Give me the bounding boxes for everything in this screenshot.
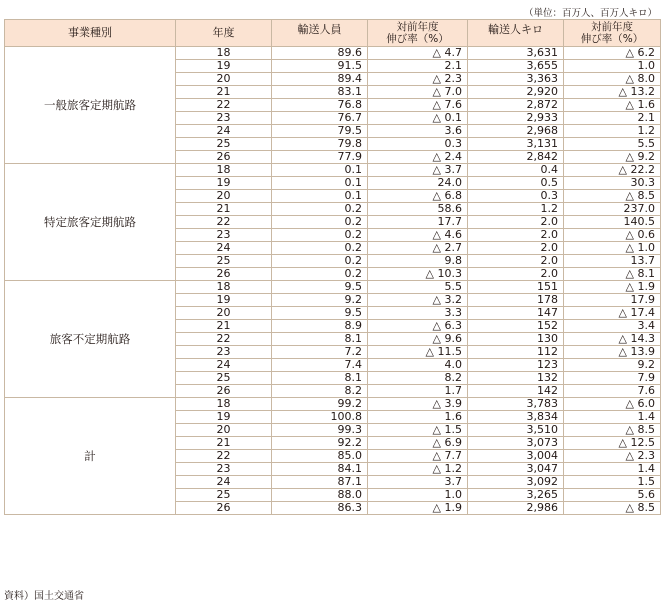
passengers-growth-cell: 3.3 xyxy=(368,307,468,320)
growth-label-line1: 対前年度 xyxy=(591,21,633,33)
year-cell: 23 xyxy=(176,112,272,125)
passengers-growth-cell: △ 6.9 xyxy=(368,437,468,450)
passengers-growth-cell: 8.2 xyxy=(368,372,468,385)
unit-note: （単位：百万人、百万人キロ） xyxy=(523,8,657,19)
header-year: 年度 xyxy=(176,20,272,47)
km-growth-cell: △ 1.9 xyxy=(564,281,661,294)
passengers-cell: 79.5 xyxy=(272,125,368,138)
passengers-cell: 0.2 xyxy=(272,242,368,255)
passengers-growth-cell: 58.6 xyxy=(368,203,468,216)
km-growth-cell: 30.3 xyxy=(564,177,661,190)
km-growth-cell: △ 0.6 xyxy=(564,229,661,242)
km-growth-cell: △ 6.0 xyxy=(564,398,661,411)
growth-label-line1: 対前年度 xyxy=(396,21,439,33)
passenger-km-cell: 3,834 xyxy=(468,411,564,424)
passengers-cell: 84.1 xyxy=(272,463,368,476)
category-cell: 一般旅客定期航路 xyxy=(5,47,176,164)
passengers-growth-cell: △ 10.3 xyxy=(368,268,468,281)
km-growth-cell: 2.1 xyxy=(564,112,661,125)
year-cell: 22 xyxy=(176,216,272,229)
km-growth-cell: △ 22.2 xyxy=(564,164,661,177)
km-growth-cell: 1.2 xyxy=(564,125,661,138)
growth-label-line2: 伸び率（%） xyxy=(386,33,449,45)
passengers-cell: 88.0 xyxy=(272,489,368,502)
passenger-km-cell: 2,968 xyxy=(468,125,564,138)
year-cell: 25 xyxy=(176,372,272,385)
passengers-growth-cell: △ 3.7 xyxy=(368,164,468,177)
passenger-km-cell: 123 xyxy=(468,359,564,372)
passenger-km-cell: 151 xyxy=(468,281,564,294)
passengers-growth-cell: △ 6.3 xyxy=(368,320,468,333)
passenger-km-cell: 3,092 xyxy=(468,476,564,489)
passengers-cell: 89.4 xyxy=(272,73,368,86)
passengers-growth-cell: △ 4.6 xyxy=(368,229,468,242)
passenger-km-cell: 2,933 xyxy=(468,112,564,125)
passengers-growth-cell: △ 7.7 xyxy=(368,450,468,463)
passengers-cell: 7.4 xyxy=(272,359,368,372)
year-cell: 23 xyxy=(176,346,272,359)
km-growth-cell: △ 17.4 xyxy=(564,307,661,320)
year-cell: 23 xyxy=(176,463,272,476)
passenger-km-cell: 3,631 xyxy=(468,47,564,60)
year-cell: 20 xyxy=(176,307,272,320)
km-growth-cell: 1.0 xyxy=(564,60,661,73)
passengers-cell: 9.5 xyxy=(272,281,368,294)
km-growth-cell: 1.4 xyxy=(564,411,661,424)
passenger-km-cell: 3,265 xyxy=(468,489,564,502)
km-growth-cell: 5.5 xyxy=(564,138,661,151)
header-passengers-growth xyxy=(368,20,468,47)
table-row xyxy=(5,398,661,411)
passenger-km-cell: 130 xyxy=(468,333,564,346)
passengers-growth-cell: △ 11.5 xyxy=(368,346,468,359)
passengers-cell: 0.2 xyxy=(272,203,368,216)
category-cell: 計 xyxy=(5,398,176,515)
passengers-growth-cell: 9.8 xyxy=(368,255,468,268)
year-cell: 22 xyxy=(176,450,272,463)
passengers-growth-cell: 17.7 xyxy=(368,216,468,229)
passengers-cell: 99.2 xyxy=(272,398,368,411)
passengers-cell: 0.2 xyxy=(272,229,368,242)
passenger-km-cell: 3,510 xyxy=(468,424,564,437)
passenger-km-cell: 1.2 xyxy=(468,203,564,216)
passenger-km-cell: 142 xyxy=(468,385,564,398)
passengers-growth-cell: △ 9.6 xyxy=(368,333,468,346)
passengers-growth-cell: 3.6 xyxy=(368,125,468,138)
passengers-cell: 77.9 xyxy=(272,151,368,164)
year-cell: 24 xyxy=(176,242,272,255)
km-growth-cell: △ 1.6 xyxy=(564,99,661,112)
passengers-growth-cell: △ 4.7 xyxy=(368,47,468,60)
km-growth-cell: △ 1.0 xyxy=(564,242,661,255)
year-cell: 24 xyxy=(176,359,272,372)
passenger-km-cell: 2.0 xyxy=(468,242,564,255)
passengers-cell: 86.3 xyxy=(272,502,368,515)
passenger-km-cell: 0.4 xyxy=(468,164,564,177)
km-growth-cell: 7.9 xyxy=(564,372,661,385)
passengers-growth-cell: △ 3.9 xyxy=(368,398,468,411)
year-cell: 25 xyxy=(176,255,272,268)
table-body xyxy=(5,47,661,515)
km-growth-cell: 5.6 xyxy=(564,489,661,502)
passengers-cell: 0.1 xyxy=(272,190,368,203)
passengers-growth-cell: 1.0 xyxy=(368,489,468,502)
passenger-km-cell: 2,842 xyxy=(468,151,564,164)
km-growth-cell: 140.5 xyxy=(564,216,661,229)
passengers-cell: 76.8 xyxy=(272,99,368,112)
year-cell: 23 xyxy=(176,229,272,242)
source-note: 資料）国土交通省 xyxy=(4,591,84,602)
passengers-growth-cell: 0.3 xyxy=(368,138,468,151)
km-growth-cell: 3.4 xyxy=(564,320,661,333)
passengers-growth-cell: 1.7 xyxy=(368,385,468,398)
km-growth-cell: 237.0 xyxy=(564,203,661,216)
passengers-growth-cell: 3.7 xyxy=(368,476,468,489)
passengers-cell: 0.2 xyxy=(272,268,368,281)
passengers-cell: 0.1 xyxy=(272,164,368,177)
passengers-cell: 0.2 xyxy=(272,216,368,229)
year-cell: 18 xyxy=(176,164,272,177)
passengers-cell: 0.2 xyxy=(272,255,368,268)
ferry-transport-table xyxy=(4,19,661,515)
passengers-cell: 89.6 xyxy=(272,47,368,60)
passengers-cell: 91.5 xyxy=(272,60,368,73)
passengers-cell: 9.2 xyxy=(272,294,368,307)
passengers-growth-cell: 2.1 xyxy=(368,60,468,73)
header-km-growth xyxy=(564,20,661,47)
year-cell: 21 xyxy=(176,437,272,450)
year-cell: 26 xyxy=(176,385,272,398)
passengers-growth-cell: △ 7.6 xyxy=(368,99,468,112)
km-growth-cell: 9.2 xyxy=(564,359,661,372)
passengers-growth-cell: △ 1.9 xyxy=(368,502,468,515)
passengers-growth-cell: △ 2.3 xyxy=(368,73,468,86)
passenger-km-cell: 3,783 xyxy=(468,398,564,411)
km-growth-cell: △ 8.5 xyxy=(564,424,661,437)
year-cell: 19 xyxy=(176,294,272,307)
year-cell: 26 xyxy=(176,151,272,164)
header-passengers: 輸送人員 xyxy=(272,20,368,47)
km-growth-cell: △ 12.5 xyxy=(564,437,661,450)
passenger-km-cell: 3,363 xyxy=(468,73,564,86)
passenger-km-cell: 3,004 xyxy=(468,450,564,463)
passengers-cell: 8.2 xyxy=(272,385,368,398)
year-cell: 25 xyxy=(176,138,272,151)
passengers-growth-cell: 5.5 xyxy=(368,281,468,294)
year-cell: 26 xyxy=(176,268,272,281)
passengers-growth-cell: 4.0 xyxy=(368,359,468,372)
km-growth-cell: △ 13.2 xyxy=(564,86,661,99)
passengers-growth-cell: 1.6 xyxy=(368,411,468,424)
year-cell: 20 xyxy=(176,424,272,437)
km-growth-cell: △ 8.5 xyxy=(564,190,661,203)
year-cell: 18 xyxy=(176,281,272,294)
year-cell: 22 xyxy=(176,333,272,346)
passengers-cell: 9.5 xyxy=(272,307,368,320)
year-cell: 18 xyxy=(176,47,272,60)
passenger-km-cell: 178 xyxy=(468,294,564,307)
passengers-cell: 7.2 xyxy=(272,346,368,359)
passenger-km-cell: 3,047 xyxy=(468,463,564,476)
passengers-cell: 100.8 xyxy=(272,411,368,424)
table-row xyxy=(5,164,661,177)
passengers-growth-cell: △ 1.5 xyxy=(368,424,468,437)
passengers-cell: 79.8 xyxy=(272,138,368,151)
km-growth-cell: 17.9 xyxy=(564,294,661,307)
year-cell: 21 xyxy=(176,203,272,216)
passengers-cell: 85.0 xyxy=(272,450,368,463)
passengers-growth-cell: 24.0 xyxy=(368,177,468,190)
passenger-km-cell: 2.0 xyxy=(468,255,564,268)
growth-label-line2: 伸び率（%） xyxy=(580,33,644,45)
km-growth-cell: 7.6 xyxy=(564,385,661,398)
year-cell: 20 xyxy=(176,73,272,86)
km-growth-cell: △ 2.3 xyxy=(564,450,661,463)
year-cell: 26 xyxy=(176,502,272,515)
km-growth-cell: △ 9.2 xyxy=(564,151,661,164)
km-growth-cell: △ 14.3 xyxy=(564,333,661,346)
km-growth-cell: △ 8.1 xyxy=(564,268,661,281)
km-growth-cell: △ 8.0 xyxy=(564,73,661,86)
km-growth-cell: △ 8.5 xyxy=(564,502,661,515)
year-cell: 19 xyxy=(176,60,272,73)
passenger-km-cell: 0.5 xyxy=(468,177,564,190)
year-cell: 24 xyxy=(176,125,272,138)
passengers-growth-cell: △ 6.8 xyxy=(368,190,468,203)
km-growth-cell: 1.4 xyxy=(564,463,661,476)
passenger-km-cell: 2,920 xyxy=(468,86,564,99)
year-cell: 25 xyxy=(176,489,272,502)
km-growth-cell: 13.7 xyxy=(564,255,661,268)
km-growth-cell: △ 13.9 xyxy=(564,346,661,359)
year-cell: 19 xyxy=(176,411,272,424)
year-cell: 19 xyxy=(176,177,272,190)
year-cell: 22 xyxy=(176,99,272,112)
category-cell: 特定旅客定期航路 xyxy=(5,164,176,281)
table-row xyxy=(5,47,661,60)
passenger-km-cell: 132 xyxy=(468,372,564,385)
passengers-growth-cell: △ 2.7 xyxy=(368,242,468,255)
passengers-cell: 76.7 xyxy=(272,112,368,125)
passengers-growth-cell: △ 2.4 xyxy=(368,151,468,164)
passengers-growth-cell: △ 3.2 xyxy=(368,294,468,307)
passenger-km-cell: 3,131 xyxy=(468,138,564,151)
table-row xyxy=(5,281,661,294)
km-growth-cell: 1.5 xyxy=(564,476,661,489)
passenger-km-cell: 0.3 xyxy=(468,190,564,203)
passenger-km-cell: 147 xyxy=(468,307,564,320)
passenger-km-cell: 152 xyxy=(468,320,564,333)
passengers-growth-cell: △ 1.2 xyxy=(368,463,468,476)
passengers-cell: 8.9 xyxy=(272,320,368,333)
passengers-cell: 83.1 xyxy=(272,86,368,99)
header-category: 事業種別 xyxy=(5,20,176,47)
km-growth-cell: △ 6.2 xyxy=(564,47,661,60)
passengers-cell: 99.3 xyxy=(272,424,368,437)
year-cell: 21 xyxy=(176,320,272,333)
passenger-km-cell: 2,986 xyxy=(468,502,564,515)
year-cell: 24 xyxy=(176,476,272,489)
passenger-km-cell: 2.0 xyxy=(468,229,564,242)
passengers-cell: 87.1 xyxy=(272,476,368,489)
passenger-km-cell: 3,655 xyxy=(468,60,564,73)
passenger-km-cell: 112 xyxy=(468,346,564,359)
passenger-km-cell: 3,073 xyxy=(468,437,564,450)
year-cell: 20 xyxy=(176,190,272,203)
passenger-km-cell: 2.0 xyxy=(468,216,564,229)
passengers-growth-cell: △ 7.0 xyxy=(368,86,468,99)
table-header xyxy=(5,20,661,47)
passengers-cell: 92.2 xyxy=(272,437,368,450)
passenger-km-cell: 2.0 xyxy=(468,268,564,281)
year-cell: 18 xyxy=(176,398,272,411)
passengers-growth-cell: △ 0.1 xyxy=(368,112,468,125)
passengers-cell: 0.1 xyxy=(272,177,368,190)
passenger-km-cell: 2,872 xyxy=(468,99,564,112)
year-cell: 21 xyxy=(176,86,272,99)
passengers-cell: 8.1 xyxy=(272,372,368,385)
category-cell: 旅客不定期航路 xyxy=(5,281,176,398)
passengers-cell: 8.1 xyxy=(272,333,368,346)
header-passenger-km: 輸送人キロ xyxy=(468,20,564,47)
